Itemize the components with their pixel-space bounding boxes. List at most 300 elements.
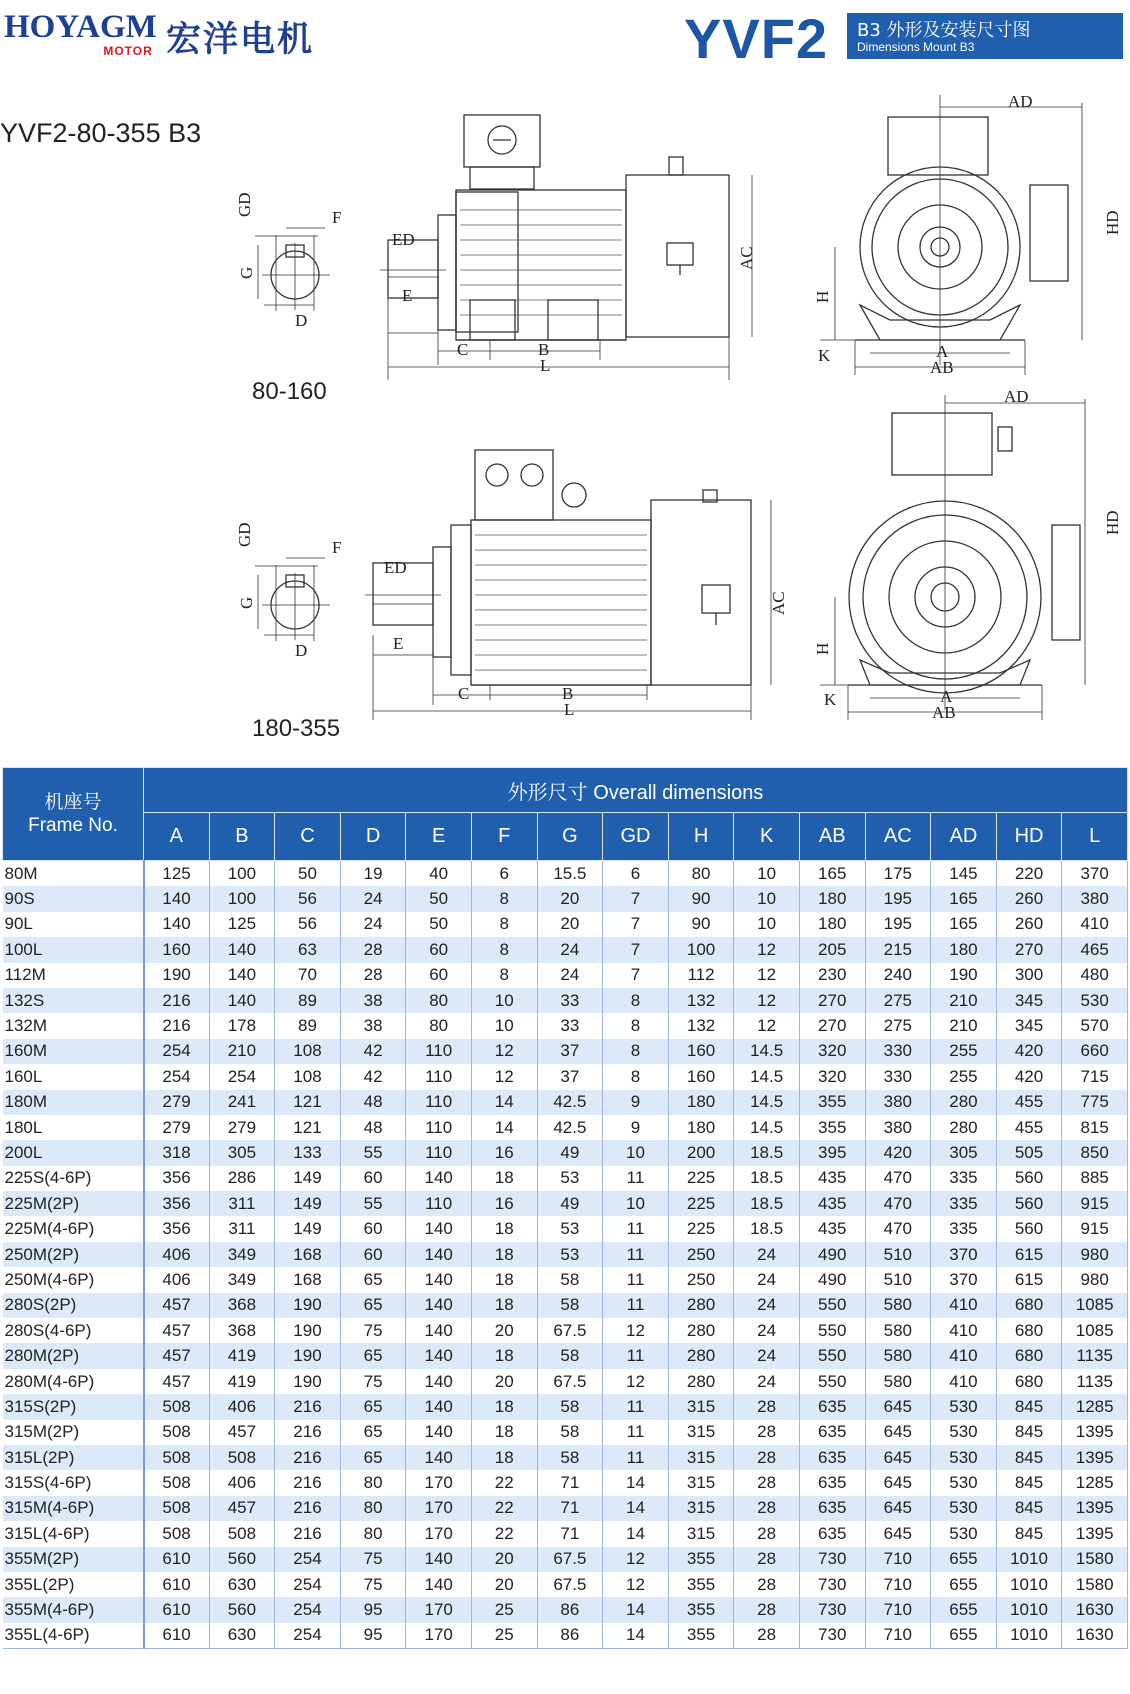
cell-f: 22: [471, 1496, 537, 1521]
cell-d: 65: [340, 1343, 406, 1368]
cell-k: 10: [734, 861, 800, 887]
cell-a: 356: [144, 1216, 210, 1241]
table-row: [3, 1572, 1128, 1597]
cell-g: 71: [537, 1470, 603, 1495]
cell-h: 132: [668, 988, 734, 1013]
cell-b: 140: [209, 963, 275, 988]
column-header-e: E: [406, 813, 472, 861]
cell-a: 508: [144, 1394, 210, 1419]
cell-k: 18.5: [734, 1166, 800, 1191]
cell-b: 286: [209, 1166, 275, 1191]
drawing-label-large: 180-355: [252, 715, 341, 742]
cell-b: 125: [209, 912, 275, 937]
cell-h: 112: [668, 963, 734, 988]
cell-ad: 165: [931, 886, 997, 911]
cell-e: 140: [406, 1318, 472, 1343]
cell-a: 190: [144, 963, 210, 988]
cell-g: 58: [537, 1293, 603, 1318]
cell-ab: 395: [799, 1140, 865, 1165]
cell-ad: 210: [931, 988, 997, 1013]
cell-b: 457: [209, 1420, 275, 1445]
cell-l: 480: [1062, 963, 1128, 988]
cell-a: 279: [144, 1115, 210, 1140]
cell-d: 65: [340, 1267, 406, 1292]
cell-k: 24: [734, 1343, 800, 1368]
frame-no-cell: 355L(4-6P): [3, 1623, 144, 1649]
cell-h: 280: [668, 1343, 734, 1368]
frame-no-cell: 90L: [3, 912, 144, 937]
cell-c: 216: [275, 1521, 341, 1546]
cell-k: 28: [734, 1623, 800, 1649]
dim-label-c-small: C: [457, 340, 469, 359]
cell-ac: 275: [865, 1013, 931, 1038]
cell-ab: 490: [799, 1242, 865, 1267]
cell-d: 38: [340, 988, 406, 1013]
table-row: [3, 1470, 1128, 1495]
cell-h: 100: [668, 937, 734, 962]
cell-ad: 280: [931, 1115, 997, 1140]
cell-b: 178: [209, 1013, 275, 1038]
table-row: [3, 1267, 1128, 1292]
cell-g: 42.5: [537, 1090, 603, 1115]
cell-g: 71: [537, 1521, 603, 1546]
cell-k: 12: [734, 988, 800, 1013]
cell-h: 90: [668, 886, 734, 911]
frame-no-cell: 112M: [3, 963, 144, 988]
frame-no-cell: 280S(2P): [3, 1293, 144, 1318]
cell-b: 368: [209, 1318, 275, 1343]
column-header-l: L: [1062, 813, 1128, 861]
cell-f: 12: [471, 1064, 537, 1089]
cell-a: 508: [144, 1496, 210, 1521]
cell-k: 28: [734, 1420, 800, 1445]
motor-front-view-small: [813, 95, 1122, 377]
cell-ab: 635: [799, 1521, 865, 1546]
cell-d: 48: [340, 1090, 406, 1115]
cell-gd: 11: [603, 1293, 669, 1318]
frame-no-cell: 225M(2P): [3, 1191, 144, 1216]
cell-ad: 335: [931, 1216, 997, 1241]
cell-ab: 635: [799, 1470, 865, 1495]
cell-d: 95: [340, 1597, 406, 1622]
section-title-cn: B3 外形及安装尺寸图: [857, 20, 1031, 41]
frame-no-cell: 225S(4-6P): [3, 1166, 144, 1191]
cell-ab: 165: [799, 861, 865, 887]
cell-k: 28: [734, 1470, 800, 1495]
cell-gd: 14: [603, 1597, 669, 1622]
section-title-en: Dimensions Mount B3: [857, 40, 975, 54]
cell-ac: 645: [865, 1496, 931, 1521]
cell-ad: 655: [931, 1572, 997, 1597]
cell-k: 28: [734, 1496, 800, 1521]
frame-no-cell: 355L(2P): [3, 1572, 144, 1597]
cell-ab: 550: [799, 1293, 865, 1318]
cell-c: 50: [275, 861, 341, 887]
cell-hd: 845: [996, 1496, 1062, 1521]
cell-gd: 14: [603, 1623, 669, 1649]
cell-hd: 455: [996, 1090, 1062, 1115]
cell-hd: 420: [996, 1064, 1062, 1089]
cell-ab: 635: [799, 1445, 865, 1470]
table-row: [3, 861, 1128, 887]
frame-no-cell: 132M: [3, 1013, 144, 1038]
cell-hd: 560: [996, 1216, 1062, 1241]
cell-ac: 645: [865, 1445, 931, 1470]
cell-ac: 470: [865, 1216, 931, 1241]
cell-k: 18.5: [734, 1140, 800, 1165]
cell-a: 254: [144, 1064, 210, 1089]
cell-f: 18: [471, 1445, 537, 1470]
frame-no-cell: 180L: [3, 1115, 144, 1140]
column-header-f: F: [471, 813, 537, 861]
cell-l: 410: [1062, 912, 1128, 937]
column-header-k: K: [734, 813, 800, 861]
cell-e: 140: [406, 1242, 472, 1267]
cell-hd: 345: [996, 1013, 1062, 1038]
dim-label-a-large: A: [940, 687, 953, 706]
cell-g: 24: [537, 937, 603, 962]
cell-ab: 730: [799, 1547, 865, 1572]
cell-c: 216: [275, 1445, 341, 1470]
cell-f: 18: [471, 1293, 537, 1318]
cell-c: 149: [275, 1166, 341, 1191]
cell-l: 1395: [1062, 1445, 1128, 1470]
cell-g: 49: [537, 1191, 603, 1216]
cell-d: 28: [340, 937, 406, 962]
cell-f: 18: [471, 1242, 537, 1267]
column-header-h: H: [668, 813, 734, 861]
cell-g: 58: [537, 1267, 603, 1292]
cell-d: 38: [340, 1013, 406, 1038]
dim-label-b-large: B: [562, 684, 574, 703]
cell-f: 10: [471, 988, 537, 1013]
cell-c: 89: [275, 1013, 341, 1038]
cell-f: 16: [471, 1140, 537, 1165]
cell-k: 24: [734, 1369, 800, 1394]
cell-b: 508: [209, 1521, 275, 1546]
brand-sub: MOTOR: [103, 44, 153, 58]
cell-h: 315: [668, 1445, 734, 1470]
cell-hd: 680: [996, 1293, 1062, 1318]
cell-h: 200: [668, 1140, 734, 1165]
frame-no-cell: 250M(4-6P): [3, 1267, 144, 1292]
cell-h: 132: [668, 1013, 734, 1038]
cell-e: 140: [406, 1572, 472, 1597]
frame-no-cell: 315L(2P): [3, 1445, 144, 1470]
cell-b: 349: [209, 1242, 275, 1267]
dim-label-h-small: H: [813, 290, 832, 303]
cell-b: 349: [209, 1267, 275, 1292]
cell-c: 133: [275, 1140, 341, 1165]
cell-k: 12: [734, 1013, 800, 1038]
cell-f: 14: [471, 1090, 537, 1115]
frame-no-cell: 315S(2P): [3, 1394, 144, 1419]
frame-no-cell: 315S(4-6P): [3, 1470, 144, 1495]
cell-l: 980: [1062, 1267, 1128, 1292]
cell-c: 254: [275, 1547, 341, 1572]
cell-g: 86: [537, 1623, 603, 1649]
cell-ad: 280: [931, 1090, 997, 1115]
cell-b: 630: [209, 1572, 275, 1597]
cell-e: 140: [406, 1293, 472, 1318]
cell-ab: 635: [799, 1496, 865, 1521]
cell-b: 406: [209, 1470, 275, 1495]
cell-ac: 275: [865, 988, 931, 1013]
cell-d: 75: [340, 1572, 406, 1597]
cell-ab: 435: [799, 1166, 865, 1191]
table-row: [3, 1115, 1128, 1140]
cell-e: 50: [406, 886, 472, 911]
cell-e: 140: [406, 1343, 472, 1368]
cell-l: 370: [1062, 861, 1128, 887]
cell-c: 254: [275, 1572, 341, 1597]
cell-hd: 300: [996, 963, 1062, 988]
cell-a: 610: [144, 1547, 210, 1572]
cell-gd: 14: [603, 1496, 669, 1521]
frame-no-cell: 90S: [3, 886, 144, 911]
cell-g: 20: [537, 886, 603, 911]
dim-label-f: F: [332, 208, 342, 227]
cell-d: 48: [340, 1115, 406, 1140]
cell-e: 140: [406, 1369, 472, 1394]
cell-ab: 230: [799, 963, 865, 988]
table-row: [3, 1343, 1128, 1368]
cell-ab: 320: [799, 1064, 865, 1089]
cell-c: 216: [275, 1496, 341, 1521]
cell-gd: 12: [603, 1547, 669, 1572]
cell-d: 65: [340, 1420, 406, 1445]
frame-no-cell: 355M(4-6P): [3, 1597, 144, 1622]
cell-l: 715: [1062, 1064, 1128, 1089]
cell-e: 80: [406, 1013, 472, 1038]
cell-g: 67.5: [537, 1369, 603, 1394]
cell-ad: 210: [931, 1013, 997, 1038]
cell-ad: 530: [931, 1445, 997, 1470]
cell-d: 75: [340, 1369, 406, 1394]
cell-d: 55: [340, 1191, 406, 1216]
motor-side-view-small: [380, 115, 756, 380]
cell-d: 28: [340, 963, 406, 988]
cell-c: 63: [275, 937, 341, 962]
cell-h: 225: [668, 1216, 734, 1241]
cell-g: 37: [537, 1039, 603, 1064]
cell-ac: 175: [865, 861, 931, 887]
dim-label-ed-large: ED: [384, 558, 407, 577]
cell-ad: 530: [931, 1496, 997, 1521]
cell-a: 125: [144, 861, 210, 887]
cell-ad: 190: [931, 963, 997, 988]
cell-ac: 330: [865, 1039, 931, 1064]
dim-label-ac-small: AC: [737, 246, 756, 270]
cell-f: 18: [471, 1216, 537, 1241]
column-header-ab: AB: [799, 813, 865, 861]
table-row: [3, 1166, 1128, 1191]
cell-gd: 14: [603, 1521, 669, 1546]
cell-ac: 645: [865, 1420, 931, 1445]
cell-e: 110: [406, 1090, 472, 1115]
cell-ad: 370: [931, 1242, 997, 1267]
cell-c: 254: [275, 1597, 341, 1622]
table-row: [3, 1013, 1128, 1038]
cell-g: 58: [537, 1445, 603, 1470]
cell-ab: 635: [799, 1420, 865, 1445]
cell-l: 1395: [1062, 1521, 1128, 1546]
cell-d: 60: [340, 1242, 406, 1267]
cell-h: 160: [668, 1039, 734, 1064]
cell-ab: 435: [799, 1216, 865, 1241]
cell-h: 315: [668, 1521, 734, 1546]
cell-ad: 335: [931, 1166, 997, 1191]
cell-f: 8: [471, 937, 537, 962]
column-header-row: [3, 813, 1128, 861]
drawing-label-small: 80-160: [252, 378, 327, 405]
cell-h: 355: [668, 1572, 734, 1597]
dim-label-c-large: C: [458, 684, 470, 703]
section-header-box: [847, 13, 1123, 59]
cell-a: 508: [144, 1521, 210, 1546]
cell-h: 250: [668, 1267, 734, 1292]
brand-logo: [4, 9, 157, 58]
cell-hd: 270: [996, 937, 1062, 962]
table-row: [3, 1242, 1128, 1267]
cell-ad: 410: [931, 1369, 997, 1394]
dim-label-d: D: [295, 311, 308, 330]
dim-label-l-small: L: [540, 356, 551, 375]
cell-gd: 12: [603, 1572, 669, 1597]
cell-h: 355: [668, 1597, 734, 1622]
cell-e: 170: [406, 1496, 472, 1521]
column-header-ad: AD: [931, 813, 997, 861]
cell-hd: 1010: [996, 1597, 1062, 1622]
cell-d: 55: [340, 1140, 406, 1165]
cell-ac: 195: [865, 912, 931, 937]
cell-hd: 1010: [996, 1623, 1062, 1649]
table-row: [3, 988, 1128, 1013]
cell-l: 1085: [1062, 1293, 1128, 1318]
table-row: [3, 886, 1128, 911]
cell-ac: 380: [865, 1090, 931, 1115]
cell-ad: 530: [931, 1394, 997, 1419]
cell-f: 8: [471, 886, 537, 911]
dimensions-table: [2, 767, 1128, 1649]
cell-a: 140: [144, 886, 210, 911]
column-header-a: A: [144, 813, 210, 861]
cell-f: 22: [471, 1470, 537, 1495]
cell-l: 775: [1062, 1090, 1128, 1115]
cell-l: 915: [1062, 1216, 1128, 1241]
cell-hd: 560: [996, 1191, 1062, 1216]
cell-ac: 710: [865, 1623, 931, 1649]
cell-ac: 470: [865, 1166, 931, 1191]
cell-gd: 8: [603, 988, 669, 1013]
cell-hd: 680: [996, 1343, 1062, 1368]
dim-label-g-large: G: [237, 596, 256, 609]
cell-ab: 550: [799, 1318, 865, 1343]
cell-h: 315: [668, 1496, 734, 1521]
cell-f: 20: [471, 1572, 537, 1597]
cell-l: 380: [1062, 886, 1128, 911]
cell-l: 1630: [1062, 1597, 1128, 1622]
cell-ad: 530: [931, 1521, 997, 1546]
cell-e: 110: [406, 1039, 472, 1064]
cell-f: 25: [471, 1623, 537, 1649]
cell-k: 18.5: [734, 1216, 800, 1241]
cell-k: 10: [734, 912, 800, 937]
cell-b: 305: [209, 1140, 275, 1165]
cell-b: 100: [209, 886, 275, 911]
cell-b: 508: [209, 1445, 275, 1470]
cell-k: 28: [734, 1547, 800, 1572]
table-row: [3, 1039, 1128, 1064]
cell-a: 508: [144, 1470, 210, 1495]
dim-label-k-large: K: [824, 690, 837, 709]
cell-hd: 1010: [996, 1572, 1062, 1597]
cell-l: 465: [1062, 937, 1128, 962]
cell-g: 67.5: [537, 1547, 603, 1572]
cell-h: 315: [668, 1394, 734, 1419]
cell-e: 140: [406, 1445, 472, 1470]
dim-label-e-large: E: [393, 634, 404, 653]
cell-gd: 12: [603, 1369, 669, 1394]
cell-c: 168: [275, 1242, 341, 1267]
cell-g: 67.5: [537, 1318, 603, 1343]
cell-b: 311: [209, 1216, 275, 1241]
cell-d: 19: [340, 861, 406, 887]
cell-l: 1135: [1062, 1369, 1128, 1394]
cell-h: 315: [668, 1420, 734, 1445]
cell-ad: 410: [931, 1318, 997, 1343]
dim-label-ad-large: AD: [1004, 387, 1029, 406]
dim-label-g: G: [237, 266, 256, 279]
cell-ab: 490: [799, 1267, 865, 1292]
cell-gd: 8: [603, 1039, 669, 1064]
cell-b: 140: [209, 937, 275, 962]
cell-b: 368: [209, 1293, 275, 1318]
table-row: [3, 1064, 1128, 1089]
cell-h: 225: [668, 1191, 734, 1216]
cell-a: 356: [144, 1191, 210, 1216]
cell-ac: 645: [865, 1394, 931, 1419]
cell-c: 254: [275, 1623, 341, 1649]
cell-hd: 455: [996, 1115, 1062, 1140]
dim-label-d-large: D: [295, 641, 308, 660]
motor-side-view-large: [365, 450, 788, 720]
overall-dimensions-header: 外形尺寸 Overall dimensions: [144, 768, 1128, 813]
cell-g: 53: [537, 1242, 603, 1267]
cell-e: 110: [406, 1140, 472, 1165]
cell-hd: 845: [996, 1470, 1062, 1495]
column-header-c: C: [275, 813, 341, 861]
cell-ac: 580: [865, 1343, 931, 1368]
column-header-b: B: [209, 813, 275, 861]
column-header-gd: GD: [603, 813, 669, 861]
cell-f: 20: [471, 1547, 537, 1572]
cell-gd: 11: [603, 1343, 669, 1368]
frame-no-cell: 315L(4-6P): [3, 1521, 144, 1546]
cell-ad: 655: [931, 1597, 997, 1622]
cell-k: 14.5: [734, 1039, 800, 1064]
cell-c: 89: [275, 988, 341, 1013]
table-row: [3, 1420, 1128, 1445]
cell-hd: 845: [996, 1420, 1062, 1445]
cell-ad: 530: [931, 1420, 997, 1445]
dim-label-k-small: K: [818, 346, 831, 365]
cell-e: 80: [406, 988, 472, 1013]
frame-no-cell: 315M(2P): [3, 1420, 144, 1445]
cell-hd: 260: [996, 912, 1062, 937]
cell-hd: 345: [996, 988, 1062, 1013]
cell-ac: 510: [865, 1267, 931, 1292]
